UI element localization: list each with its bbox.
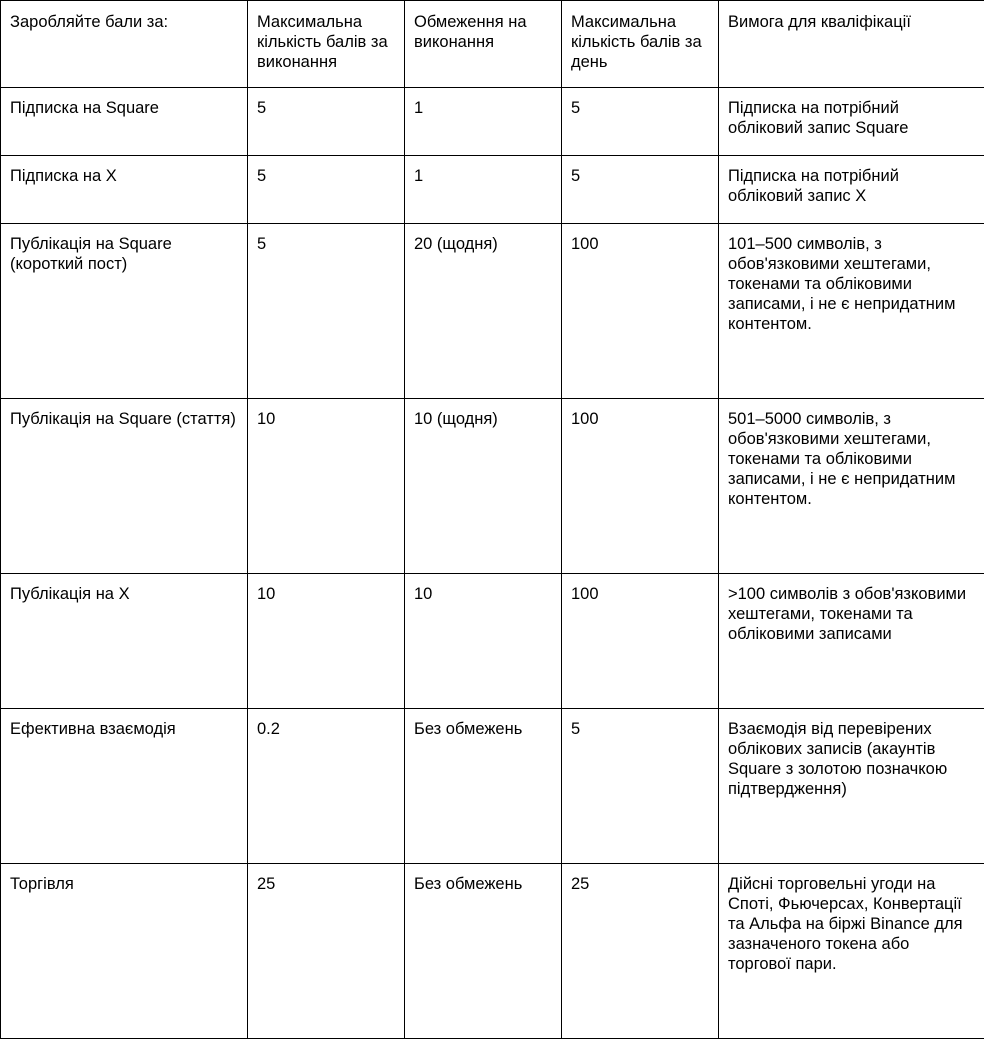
max-points-per-day-cell: 100 (562, 574, 719, 709)
task-cell: Підписка на X (1, 156, 248, 224)
max-points-per-day-cell: 5 (562, 709, 719, 864)
max-points-per-day-cell: 25 (562, 864, 719, 1039)
max-points-per-day-cell: 5 (562, 156, 719, 224)
header-max-points-per-day: Максимальна кількість балів за день (562, 1, 719, 88)
task-cell: Публікація на Square (короткий пост) (1, 224, 248, 399)
table-row (1, 709, 984, 864)
task-cell: Публікація на Square (стаття) (1, 399, 248, 574)
max-points-per-completion-cell: 25 (248, 864, 405, 1039)
table-row (1, 156, 984, 224)
header-completion-limit: Обмеження на виконання (405, 1, 562, 88)
max-points-per-completion-cell: 5 (248, 88, 405, 156)
max-points-per-completion-cell: 10 (248, 399, 405, 574)
table-row (1, 224, 984, 399)
table-header-row (1, 1, 984, 88)
max-points-per-completion-cell: 10 (248, 574, 405, 709)
completion-limit-cell: 10 (щодня) (405, 399, 562, 574)
header-qualification-requirement: Вимога для кваліфікації (719, 1, 984, 88)
max-points-per-day-cell: 5 (562, 88, 719, 156)
table-row (1, 864, 984, 1039)
table-row (1, 399, 984, 574)
max-points-per-day-cell: 100 (562, 224, 719, 399)
task-cell: Підписка на Square (1, 88, 248, 156)
max-points-per-completion-cell: 5 (248, 224, 405, 399)
max-points-per-day-cell: 100 (562, 399, 719, 574)
completion-limit-cell: Без обмежень (405, 864, 562, 1039)
requirement-cell: Дійсні торговельні угоди на Споті, Фьючерсах, Конвертації та Альфа на біржі Binance для зазначеного токена або торгової пари. (719, 864, 984, 1039)
completion-limit-cell: Без обмежень (405, 709, 562, 864)
table-row (1, 88, 984, 156)
completion-limit-cell: 1 (405, 156, 562, 224)
requirement-cell: 501–5000 символів, з обов'язковими хештегами, токенами та обліковими записами, і не є непридатним контентом. (719, 399, 984, 574)
header-max-points-per-completion: Максимальна кількість балів за виконання (248, 1, 405, 88)
header-earn-points-for: Заробляйте бали за: (1, 1, 248, 88)
completion-limit-cell: 20 (щодня) (405, 224, 562, 399)
completion-limit-cell: 1 (405, 88, 562, 156)
task-cell: Торгівля (1, 864, 248, 1039)
requirement-cell: Підписка на потрібний обліковий запис Square (719, 88, 984, 156)
requirement-cell: 101–500 символів, з обов'язковими хештегами, токенами та обліковими записами, і не є непридатним контентом. (719, 224, 984, 399)
requirement-cell: >100 символів з обов'язковими хештегами, токенами та обліковими записами (719, 574, 984, 709)
max-points-per-completion-cell: 0.2 (248, 709, 405, 864)
task-cell: Ефективна взаємодія (1, 709, 248, 864)
requirement-cell: Підписка на потрібний обліковий запис X (719, 156, 984, 224)
task-cell: Публікація на X (1, 574, 248, 709)
max-points-per-completion-cell: 5 (248, 156, 405, 224)
table-row (1, 574, 984, 709)
completion-limit-cell: 10 (405, 574, 562, 709)
requirement-cell: Взаємодія від перевірених облікових записів (акаунтів Square з золотою позначкою підтвердження) (719, 709, 984, 864)
